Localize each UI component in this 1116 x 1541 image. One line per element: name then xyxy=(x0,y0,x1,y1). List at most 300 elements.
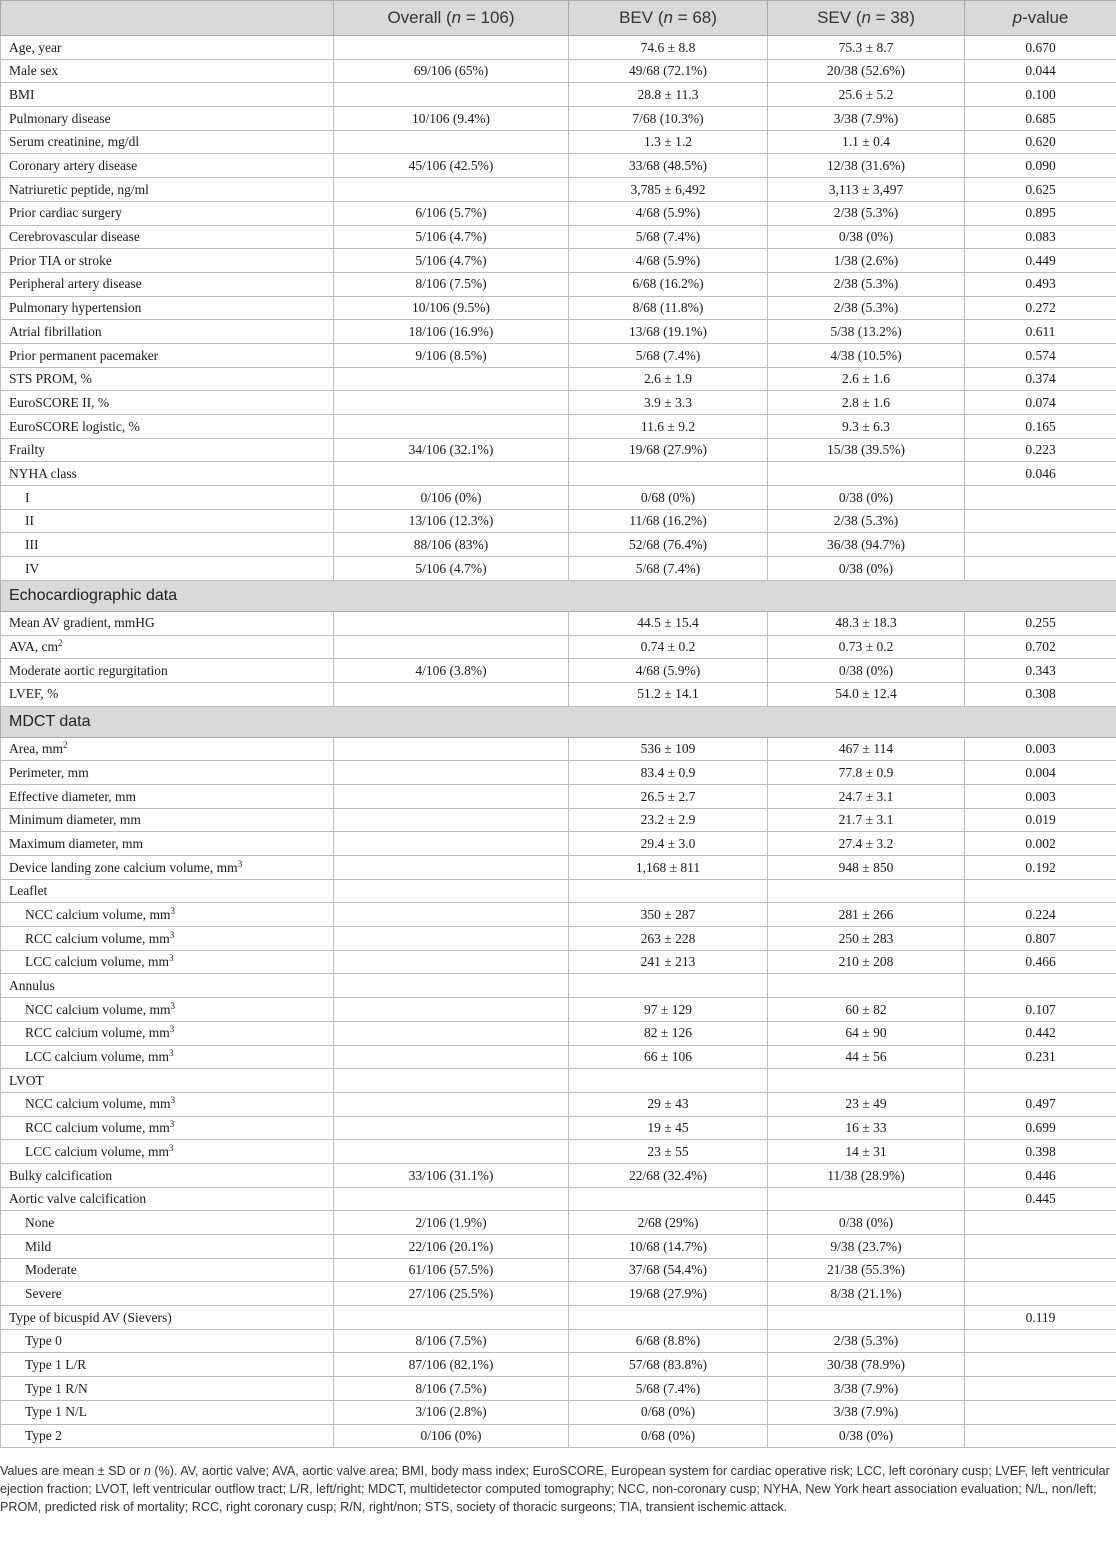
row-label-text: Maximum diameter, mm xyxy=(9,835,144,851)
bev-cell: 241 ± 213 xyxy=(569,950,768,974)
table-row xyxy=(1,611,1116,635)
row-label-text: Effective diameter, mm xyxy=(9,788,137,804)
p-value-cell xyxy=(965,1353,1116,1377)
row-label-text: Coronary artery disease xyxy=(9,158,138,174)
overall-cell xyxy=(334,178,569,202)
overall-cell: 61/106 (57.5%) xyxy=(334,1258,569,1282)
p-value-cell: 0.019 xyxy=(965,808,1116,832)
row-label-text: LVOT xyxy=(9,1072,44,1088)
overall-cell: 13/106 (12.3%) xyxy=(334,509,569,533)
row-label-text: RCC calcium volume, mm xyxy=(25,1120,170,1136)
row-label-text: IV xyxy=(25,560,40,576)
bev-cell: 13/68 (19.1%) xyxy=(569,320,768,344)
unit-exponent: 3 xyxy=(168,1048,174,1059)
row-label xyxy=(1,509,334,533)
sev-cell: 12/38 (31.6%) xyxy=(768,154,965,178)
p-value-cell: 0.308 xyxy=(965,682,1116,706)
bev-cell: 11/68 (16.2%) xyxy=(569,509,768,533)
row-label xyxy=(1,225,334,249)
overall-cell: 88/106 (83%) xyxy=(334,533,569,557)
bev-cell: 5/68 (7.4%) xyxy=(569,225,768,249)
bev-cell: 11.6 ± 9.2 xyxy=(569,415,768,439)
overall-cell xyxy=(334,856,569,880)
p-value-cell: 0.100 xyxy=(965,83,1116,107)
section-header-row xyxy=(1,706,1116,737)
bev-cell: 19 ± 45 xyxy=(569,1116,768,1140)
p-value-cell xyxy=(965,486,1116,510)
row-label xyxy=(1,438,334,462)
sev-cell: 30/38 (78.9%) xyxy=(768,1353,965,1377)
bev-cell: 4/68 (5.9%) xyxy=(569,659,768,683)
row-label xyxy=(1,761,334,785)
row-label xyxy=(1,1282,334,1306)
table-row xyxy=(1,154,1116,178)
table-row xyxy=(1,1306,1116,1330)
sev-cell: 23 ± 49 xyxy=(768,1092,965,1116)
overall-cell xyxy=(334,1140,569,1164)
p-value-cell: 0.192 xyxy=(965,856,1116,880)
sev-cell: 9/38 (23.7%) xyxy=(768,1235,965,1259)
row-label xyxy=(1,1353,334,1377)
table-row xyxy=(1,903,1116,927)
bev-cell: 8/68 (11.8%) xyxy=(569,296,768,320)
row-label xyxy=(1,83,334,107)
table-row xyxy=(1,533,1116,557)
p-value-cell: 0.003 xyxy=(965,784,1116,808)
row-label xyxy=(1,320,334,344)
p-value-cell: 0.002 xyxy=(965,832,1116,856)
table-row xyxy=(1,974,1116,998)
bev-cell: 19/68 (27.9%) xyxy=(569,438,768,462)
bev-cell: 97 ± 129 xyxy=(569,998,768,1022)
row-label-text: NCC calcium volume, mm xyxy=(25,906,171,922)
sev-cell: 75.3 ± 8.7 xyxy=(768,36,965,60)
row-label-text: Pulmonary hypertension xyxy=(9,300,142,316)
sev-cell: 24.7 ± 3.1 xyxy=(768,784,965,808)
row-label xyxy=(1,1187,334,1211)
overall-cell: 18/106 (16.9%) xyxy=(334,320,569,344)
table-row xyxy=(1,225,1116,249)
row-label-text: LCC calcium volume, mm xyxy=(25,1049,169,1065)
p-value-cell xyxy=(965,974,1116,998)
overall-cell xyxy=(334,974,569,998)
p-value-cell: 0.807 xyxy=(965,927,1116,951)
row-label-text: Pulmonary disease xyxy=(9,110,111,126)
row-label-text: Peripheral artery disease xyxy=(9,276,142,292)
sev-cell: 1/38 (2.6%) xyxy=(768,249,965,273)
table-row xyxy=(1,1424,1116,1448)
unit-exponent: 3 xyxy=(169,929,175,940)
row-label-text: Perimeter, mm xyxy=(9,764,89,780)
overall-cell xyxy=(334,998,569,1022)
row-label xyxy=(1,59,334,83)
table-row xyxy=(1,1282,1116,1306)
row-label xyxy=(1,1306,334,1330)
row-label xyxy=(1,832,334,856)
overall-cell xyxy=(334,737,569,761)
bev-cell: 7/68 (10.3%) xyxy=(569,107,768,131)
sev-cell: 948 ± 850 xyxy=(768,856,965,880)
table-row xyxy=(1,1235,1116,1259)
table-row xyxy=(1,737,1116,761)
table-row xyxy=(1,107,1116,131)
bev-cell xyxy=(569,1306,768,1330)
row-label-text: Moderate xyxy=(25,1262,77,1278)
overall-cell xyxy=(334,927,569,951)
unit-exponent: 3 xyxy=(170,1000,175,1011)
row-label xyxy=(1,998,334,1022)
p-value-cell: 0.574 xyxy=(965,343,1116,367)
overall-cell: 5/106 (4.7%) xyxy=(334,249,569,273)
table-row xyxy=(1,1045,1116,1069)
table-body xyxy=(1,36,1116,1448)
overall-cell: 45/106 (42.5%) xyxy=(334,154,569,178)
row-label-text: Cerebrovascular disease xyxy=(9,229,140,245)
p-value-cell: 0.272 xyxy=(965,296,1116,320)
table-row xyxy=(1,1400,1116,1424)
overall-cell xyxy=(334,36,569,60)
sev-cell: 3/38 (7.9%) xyxy=(768,1377,965,1401)
p-value-cell: 0.046 xyxy=(965,462,1116,486)
unit-exponent: 3 xyxy=(170,905,175,916)
sev-cell: 16 ± 33 xyxy=(768,1116,965,1140)
overall-cell: 6/106 (5.7%) xyxy=(334,201,569,225)
table-row xyxy=(1,178,1116,202)
row-label xyxy=(1,1211,334,1235)
row-label xyxy=(1,1045,334,1069)
row-label xyxy=(1,974,334,998)
sev-cell: 2/38 (5.3%) xyxy=(768,1329,965,1353)
row-label xyxy=(1,737,334,761)
sev-cell: 0.73 ± 0.2 xyxy=(768,635,965,659)
bev-cell: 49/68 (72.1%) xyxy=(569,59,768,83)
sev-cell: 210 ± 208 xyxy=(768,950,965,974)
row-label-text: II xyxy=(25,513,34,529)
header-cell-p-value: p-value xyxy=(965,1,1116,36)
p-value-cell: 0.003 xyxy=(965,737,1116,761)
row-label-text: RCC calcium volume, mm xyxy=(25,930,170,946)
header-cell-overall: Overall (n = 106) xyxy=(334,1,569,36)
row-label-text: III xyxy=(25,537,39,553)
row-label xyxy=(1,856,334,880)
bev-cell: 0/68 (0%) xyxy=(569,486,768,510)
bev-cell: 2.6 ± 1.9 xyxy=(569,367,768,391)
sev-cell: 1.1 ± 0.4 xyxy=(768,130,965,154)
p-value-cell: 0.223 xyxy=(965,438,1116,462)
p-value-cell xyxy=(965,557,1116,581)
row-label-text: Prior permanent pacemaker xyxy=(9,347,159,363)
row-label xyxy=(1,1235,334,1259)
bev-cell: 4/68 (5.9%) xyxy=(569,249,768,273)
overall-cell: 5/106 (4.7%) xyxy=(334,557,569,581)
sev-cell: 2/38 (5.3%) xyxy=(768,509,965,533)
sev-cell: 9.3 ± 6.3 xyxy=(768,415,965,439)
row-label xyxy=(1,659,334,683)
overall-cell xyxy=(334,1092,569,1116)
row-label-text: LVEF, % xyxy=(9,686,59,702)
bev-cell: 23.2 ± 2.9 xyxy=(569,808,768,832)
header-cell-label xyxy=(1,1,334,36)
row-label xyxy=(1,784,334,808)
table-row xyxy=(1,879,1116,903)
sev-cell: 36/38 (94.7%) xyxy=(768,533,965,557)
sev-cell: 0/38 (0%) xyxy=(768,225,965,249)
p-value-cell: 0.044 xyxy=(965,59,1116,83)
overall-cell xyxy=(334,761,569,785)
table-row xyxy=(1,486,1116,510)
sev-cell: 4/38 (10.5%) xyxy=(768,343,965,367)
p-value-cell xyxy=(965,1282,1116,1306)
p-value-cell: 0.685 xyxy=(965,107,1116,131)
bev-cell: 5/68 (7.4%) xyxy=(569,557,768,581)
overall-cell xyxy=(334,832,569,856)
row-label-text: Male sex xyxy=(9,63,59,79)
row-label-text: NCC calcium volume, mm xyxy=(25,1096,171,1112)
overall-cell: 3/106 (2.8%) xyxy=(334,1400,569,1424)
overall-cell xyxy=(334,391,569,415)
p-value-cell xyxy=(965,1400,1116,1424)
bev-cell: 6/68 (16.2%) xyxy=(569,272,768,296)
p-value-cell: 0.466 xyxy=(965,950,1116,974)
sev-cell: 77.8 ± 0.9 xyxy=(768,761,965,785)
bev-cell: 0/68 (0%) xyxy=(569,1400,768,1424)
row-label xyxy=(1,178,334,202)
table-row xyxy=(1,998,1116,1022)
row-label-text: LCC calcium volume, mm xyxy=(25,954,169,970)
row-label xyxy=(1,879,334,903)
row-label xyxy=(1,249,334,273)
unit-exponent: 3 xyxy=(237,858,243,869)
table-row xyxy=(1,1377,1116,1401)
row-label xyxy=(1,1021,334,1045)
sev-cell xyxy=(768,879,965,903)
table-row xyxy=(1,1069,1116,1093)
overall-cell: 22/106 (20.1%) xyxy=(334,1235,569,1259)
overall-cell xyxy=(334,611,569,635)
table-row xyxy=(1,83,1116,107)
bev-cell: 3.9 ± 3.3 xyxy=(569,391,768,415)
overall-cell xyxy=(334,1187,569,1211)
row-label xyxy=(1,682,334,706)
p-value-cell xyxy=(965,1377,1116,1401)
p-value-cell: 0.255 xyxy=(965,611,1116,635)
p-value-cell: 0.446 xyxy=(965,1163,1116,1187)
row-label-text: Natriuretic peptide, ng/ml xyxy=(9,181,149,197)
bev-cell: 3,785 ± 6,492 xyxy=(569,178,768,202)
sev-cell: 25.6 ± 5.2 xyxy=(768,83,965,107)
unit-exponent: 2 xyxy=(58,638,63,649)
overall-cell xyxy=(334,83,569,107)
p-value-cell: 0.374 xyxy=(965,367,1116,391)
row-label-text: Moderate aortic regurgitation xyxy=(9,662,168,678)
table-row xyxy=(1,296,1116,320)
section-title: MDCT data xyxy=(1,706,1116,737)
row-label-text: Type 1 R/N xyxy=(25,1380,88,1396)
row-label xyxy=(1,1069,334,1093)
sev-cell: 250 ± 283 xyxy=(768,927,965,951)
sev-cell: 44 ± 56 xyxy=(768,1045,965,1069)
p-value-cell: 0.611 xyxy=(965,320,1116,344)
row-label-text: BMI xyxy=(9,86,35,102)
overall-cell: 33/106 (31.1%) xyxy=(334,1163,569,1187)
overall-cell xyxy=(334,1045,569,1069)
p-value-cell: 0.625 xyxy=(965,178,1116,202)
table-row xyxy=(1,1329,1116,1353)
unit-exponent: 3 xyxy=(168,953,174,964)
table-row xyxy=(1,36,1116,60)
p-value-cell: 0.004 xyxy=(965,761,1116,785)
table-row xyxy=(1,659,1116,683)
overall-cell: 10/106 (9.4%) xyxy=(334,107,569,131)
table-row xyxy=(1,272,1116,296)
row-label-text: None xyxy=(25,1214,55,1230)
table-row xyxy=(1,784,1116,808)
bev-cell: 2/68 (29%) xyxy=(569,1211,768,1235)
bev-cell: 29 ± 43 xyxy=(569,1092,768,1116)
table-row xyxy=(1,59,1116,83)
table-row xyxy=(1,1116,1116,1140)
p-value-cell: 0.895 xyxy=(965,201,1116,225)
p-value-cell: 0.398 xyxy=(965,1140,1116,1164)
bev-cell xyxy=(569,462,768,486)
row-label-text: Type 2 xyxy=(25,1428,62,1444)
row-label xyxy=(1,36,334,60)
table-row xyxy=(1,832,1116,856)
section-title: Echocardiographic data xyxy=(1,580,1116,611)
unit-exponent: 3 xyxy=(170,1095,175,1106)
sev-cell xyxy=(768,974,965,998)
bev-cell: 57/68 (83.8%) xyxy=(569,1353,768,1377)
bev-cell: 1,168 ± 811 xyxy=(569,856,768,880)
p-value-cell: 0.620 xyxy=(965,130,1116,154)
row-label xyxy=(1,808,334,832)
table-row xyxy=(1,343,1116,367)
sev-cell: 0/38 (0%) xyxy=(768,1211,965,1235)
sev-cell: 2.6 ± 1.6 xyxy=(768,367,965,391)
table-footnote: Values are mean ± SD or n (%). AV, aortic valve; AVA, aortic valve area; BMI, body mass index; EuroSCORE, European system for cardiac operative risk; LCC, left coronary cusp; LVEF, left ventricular ejection fraction; LVOT, left ventricular outflow tract; L/R, left/right; MDCT, multidetector computed tomography; NCC, non-coronary cusp; NYHA, New York heart association evaluation; N/L, non/left; PROM, predicted risk of mortality; RCC, right coronary cusp; R/N, right/non; STS, society of thoracic surgeons; TIA, transient ischemic attack. xyxy=(0,1464,1110,1514)
sev-cell: 0/38 (0%) xyxy=(768,557,965,581)
row-label xyxy=(1,1377,334,1401)
sev-cell xyxy=(768,1306,965,1330)
bev-cell: 5/68 (7.4%) xyxy=(569,1377,768,1401)
table-row xyxy=(1,1163,1116,1187)
p-value-cell: 0.670 xyxy=(965,36,1116,60)
bev-cell: 5/68 (7.4%) xyxy=(569,343,768,367)
bev-cell: 1.3 ± 1.2 xyxy=(569,130,768,154)
row-label xyxy=(1,130,334,154)
row-label xyxy=(1,611,334,635)
bev-cell: 22/68 (32.4%) xyxy=(569,1163,768,1187)
unit-exponent: 3 xyxy=(169,1024,175,1035)
row-label-text: Type 1 L/R xyxy=(25,1357,87,1373)
row-label xyxy=(1,635,334,659)
bev-cell xyxy=(569,1069,768,1093)
overall-cell xyxy=(334,635,569,659)
overall-cell: 8/106 (7.5%) xyxy=(334,1329,569,1353)
sev-cell: 3,113 ± 3,497 xyxy=(768,178,965,202)
bev-cell: 29.4 ± 3.0 xyxy=(569,832,768,856)
row-label xyxy=(1,201,334,225)
table-row xyxy=(1,415,1116,439)
row-label xyxy=(1,903,334,927)
row-label xyxy=(1,486,334,510)
p-value-cell: 0.699 xyxy=(965,1116,1116,1140)
bev-cell: 6/68 (8.8%) xyxy=(569,1329,768,1353)
row-label-text: EuroSCORE II, % xyxy=(9,394,110,410)
row-label xyxy=(1,343,334,367)
bev-cell: 28.8 ± 11.3 xyxy=(569,83,768,107)
row-label-text: Minimum diameter, mm xyxy=(9,812,141,828)
bev-cell: 83.4 ± 0.9 xyxy=(569,761,768,785)
sev-cell: 14 ± 31 xyxy=(768,1140,965,1164)
sev-cell: 0/38 (0%) xyxy=(768,659,965,683)
table-header-row xyxy=(1,1,1116,36)
overall-cell xyxy=(334,808,569,832)
row-label-text: EuroSCORE logistic, % xyxy=(9,418,140,434)
sev-cell: 281 ± 266 xyxy=(768,903,965,927)
overall-cell xyxy=(334,1306,569,1330)
unit-exponent: 3 xyxy=(169,1119,175,1130)
row-label-text: I xyxy=(25,489,30,505)
table-row xyxy=(1,1258,1116,1282)
table-row xyxy=(1,1187,1116,1211)
row-label xyxy=(1,1424,334,1448)
p-value-cell: 0.074 xyxy=(965,391,1116,415)
sev-cell xyxy=(768,1187,965,1211)
bev-cell: 37/68 (54.4%) xyxy=(569,1258,768,1282)
row-label-text: NCC calcium volume, mm xyxy=(25,1001,171,1017)
p-value-cell: 0.119 xyxy=(965,1306,1116,1330)
overall-cell: 69/106 (65%) xyxy=(334,59,569,83)
table-row xyxy=(1,927,1116,951)
unit-exponent: 2 xyxy=(62,740,68,751)
p-value-cell xyxy=(965,533,1116,557)
overall-cell: 9/106 (8.5%) xyxy=(334,343,569,367)
p-value-cell xyxy=(965,1211,1116,1235)
sev-cell xyxy=(768,1069,965,1093)
bev-cell: 10/68 (14.7%) xyxy=(569,1235,768,1259)
overall-cell: 8/106 (7.5%) xyxy=(334,272,569,296)
overall-cell xyxy=(334,130,569,154)
sev-cell: 11/38 (28.9%) xyxy=(768,1163,965,1187)
overall-cell xyxy=(334,879,569,903)
table-row xyxy=(1,201,1116,225)
p-value-cell: 0.497 xyxy=(965,1092,1116,1116)
sev-cell: 8/38 (21.1%) xyxy=(768,1282,965,1306)
bev-cell: 350 ± 287 xyxy=(569,903,768,927)
row-label-text: Type of bicuspid AV (Sievers) xyxy=(9,1309,172,1325)
sev-cell: 21.7 ± 3.1 xyxy=(768,808,965,832)
row-label xyxy=(1,107,334,131)
sev-cell: 2/38 (5.3%) xyxy=(768,296,965,320)
unit-exponent: 3 xyxy=(168,1142,174,1153)
header-cell-bev: BEV (n = 68) xyxy=(569,1,768,36)
row-label-text: Mild xyxy=(25,1238,52,1254)
sev-cell: 2/38 (5.3%) xyxy=(768,272,965,296)
row-label xyxy=(1,1140,334,1164)
row-label-text: Area, mm xyxy=(9,741,63,757)
p-value-cell: 0.493 xyxy=(965,272,1116,296)
p-value-cell: 0.445 xyxy=(965,1187,1116,1211)
p-value-cell: 0.702 xyxy=(965,635,1116,659)
row-label-text: Mean AV gradient, mmHG xyxy=(9,615,155,631)
table-row xyxy=(1,950,1116,974)
sev-cell: 60 ± 82 xyxy=(768,998,965,1022)
bev-cell: 66 ± 106 xyxy=(569,1045,768,1069)
bev-cell: 0/68 (0%) xyxy=(569,1424,768,1448)
row-label-text: Aortic valve calcification xyxy=(9,1191,147,1207)
row-label-text: Type 1 N/L xyxy=(25,1404,88,1420)
